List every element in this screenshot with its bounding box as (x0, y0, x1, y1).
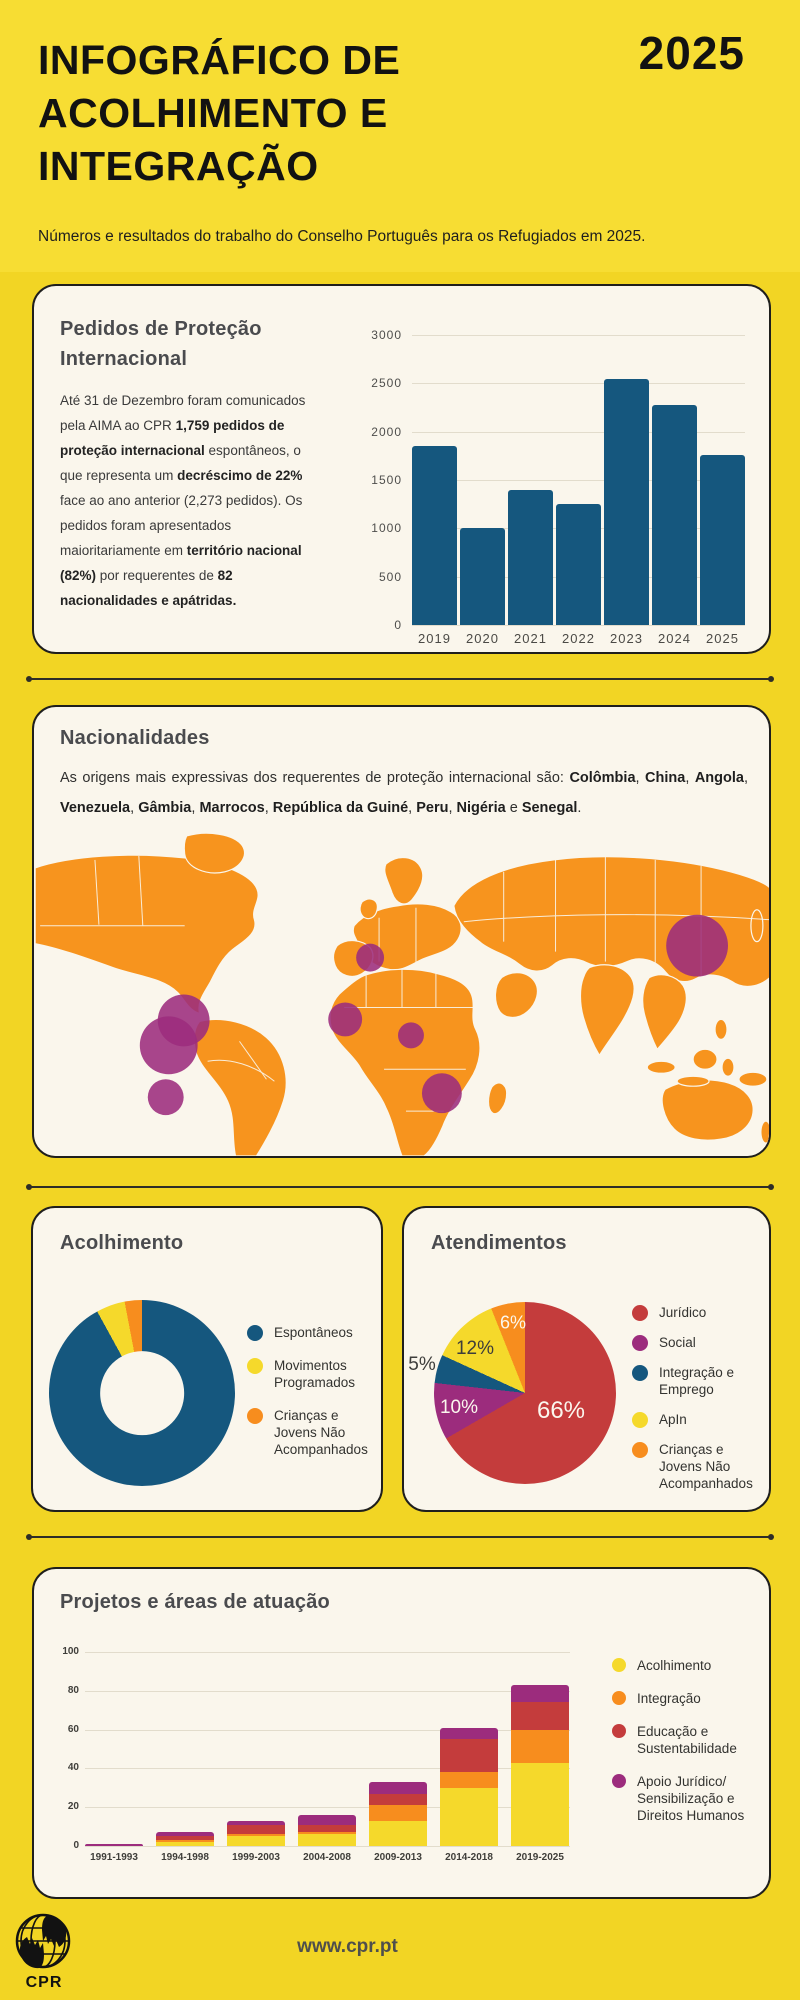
bar-segment (440, 1739, 498, 1772)
x-tick-label: 1991-1993 (90, 1852, 138, 1863)
bar-segment (369, 1821, 427, 1846)
x-tick-label: 2019-2025 (516, 1852, 564, 1863)
world-map-svg (34, 830, 769, 1156)
map-marker-rep-blica-da-guin-nig-ria (398, 1022, 424, 1048)
atendimentos-heading: Atendimentos (431, 1232, 567, 1254)
stacked-bar (369, 1782, 427, 1846)
legend-item (632, 1441, 766, 1492)
pedidos-body-text: Até 31 de Dezembro foram comunicados pela AIMA ao CPR 1,759 pedidos de proteção internacional espontâneos, o que representa um decréscimo de 22% face ao ano anterior (2,273 pedidos). Os pedidos foram apresentados maioritariamente em território nacional (82%) por requerentes de 82 nacionalidades e apátridas. (60, 393, 306, 608)
legend-label: Integração (637, 1691, 701, 1706)
legend-item (632, 1334, 766, 1351)
legend-label: Educação e Sustentabilidade (637, 1724, 737, 1756)
y-tick-label: 1500 (371, 473, 402, 487)
bar-segment (156, 1842, 214, 1846)
bar-segment (298, 1815, 356, 1825)
bar-segment (227, 1836, 285, 1846)
bar-segment (440, 1772, 498, 1788)
map-marker-marrocos (356, 944, 384, 972)
bar (556, 504, 601, 625)
legend-label: Espontâneos (274, 1325, 353, 1340)
stacked-bar (227, 1821, 285, 1846)
card-nacionalidades (32, 705, 771, 1158)
legend-item (612, 1723, 764, 1757)
stacked-chart-x-axis (85, 1852, 570, 1863)
section-divider (28, 1536, 772, 1538)
x-tick-label: 2009-2013 (374, 1852, 422, 1863)
legend-dot (612, 1691, 626, 1705)
website-link[interactable]: www.cpr.pt (297, 1936, 398, 1957)
map-marker-g-mbia-senegal (328, 1002, 362, 1036)
y-tick-label: 3000 (371, 328, 402, 342)
bar (508, 490, 553, 625)
atendimentos-pie-area (404, 1208, 664, 1514)
acolhimento-heading: Acolhimento (60, 1232, 184, 1254)
x-tick-label: 2014-2018 (445, 1852, 493, 1863)
projetos-legend (612, 1657, 764, 1824)
y-tick-label: 500 (378, 569, 402, 584)
legend-item (247, 1407, 375, 1458)
bar-segment (298, 1825, 356, 1833)
card-atendimentos (402, 1206, 771, 1512)
legend-label: Crianças e Jovens Não Acompanhados (659, 1442, 753, 1491)
legend-item (247, 1357, 375, 1391)
x-tick-label: 2025 (706, 631, 739, 646)
nacionalidades-body-text: As origens mais expressivas dos requerentes de proteção internacional são: Colômbia, China, Angola, Venezuela, Gâmbia, Marrocos, República da Guiné, Peru, Nigéria e Senegal. (60, 770, 748, 816)
map-marker-angola (422, 1073, 462, 1113)
y-tick-label: 1000 (371, 521, 402, 536)
pedidos-heading: Pedidos de Proteção Internacional (60, 318, 262, 370)
bar-segment (440, 1788, 498, 1846)
y-tick-label: 2000 (371, 424, 402, 439)
legend-item (632, 1304, 766, 1321)
legend-dot (632, 1412, 648, 1428)
x-tick-label: 2019 (418, 631, 451, 646)
nacionalidades-heading: Nacionalidades (60, 727, 210, 749)
y-tick-label: 0 (394, 618, 402, 632)
stacked-bar (156, 1832, 214, 1846)
x-tick-label: 1994-1998 (161, 1852, 209, 1863)
donut-hole (100, 1351, 184, 1435)
pie-pct-label: 12% (455, 1338, 495, 1359)
bar-chart-x-axis (412, 631, 745, 646)
x-tick-label: 2021 (514, 631, 547, 646)
legend-label: ApIn (659, 1412, 687, 1427)
legend-dot (632, 1442, 648, 1458)
world-map (34, 830, 769, 1156)
bar-segment (85, 1844, 143, 1846)
legend-dot (612, 1658, 626, 1672)
legend-item (612, 1773, 764, 1824)
pie-pct-label: 5% (408, 1354, 436, 1375)
page-title: INFOGRÁFICO DE ACOLHIMENTO E INTEGRAÇÃO (38, 37, 401, 189)
pedidos-bar-chart (334, 328, 749, 650)
legend-label: Acolhimento (637, 1658, 712, 1673)
legend-dot (247, 1325, 263, 1341)
legend-label: Movimentos Programados (274, 1358, 356, 1390)
bar (460, 528, 505, 625)
bar (412, 446, 457, 625)
stacked-bar (85, 1844, 143, 1846)
legend-label: Integração e Emprego (659, 1365, 735, 1397)
x-tick-label: 2024 (658, 631, 691, 646)
legend-label: Social (659, 1335, 696, 1350)
pie-pct-label: 6% (499, 1312, 527, 1333)
x-tick-label: 2020 (466, 631, 499, 646)
map-marker-china (666, 915, 728, 977)
legend-item (247, 1324, 375, 1341)
y-tick-label: 100 (62, 1646, 79, 1657)
bar (700, 455, 745, 625)
pie-pct-label: 10% (439, 1397, 479, 1418)
y-tick-label: 40 (67, 1762, 79, 1774)
legend-dot (632, 1365, 648, 1381)
bar-segment (440, 1728, 498, 1740)
legend-label: Jurídico (659, 1305, 707, 1320)
x-tick-label: 2023 (610, 631, 643, 646)
legend-dot (612, 1774, 626, 1788)
legend-dot (632, 1335, 648, 1351)
y-tick-label: 20 (67, 1801, 79, 1813)
card-projetos (32, 1567, 771, 1899)
map-marker-peru (148, 1079, 184, 1115)
section-divider (28, 678, 772, 680)
cpr-logo (14, 1912, 72, 1972)
stacked-chart-bars (85, 1652, 570, 1846)
y-tick-label: 2500 (371, 376, 402, 391)
card-pedidos-protecao (32, 284, 771, 654)
stacked-bar (511, 1685, 569, 1846)
bar (652, 405, 697, 625)
projetos-heading: Projetos e áreas de atuação (60, 1591, 330, 1613)
bar (604, 379, 649, 626)
legend-dot (612, 1724, 626, 1738)
legend-item (632, 1411, 766, 1428)
y-tick-label: 80 (67, 1684, 79, 1696)
legend-label: Apoio Jurídico/ Sensibilização e Direitos Humanos (637, 1774, 745, 1823)
acolhimento-legend (247, 1324, 375, 1458)
map-marker-col-mbia-venezuela (140, 1016, 198, 1074)
y-tick-label: 60 (67, 1723, 79, 1735)
bar-segment (511, 1685, 569, 1702)
legend-item (612, 1657, 764, 1674)
bar-segment (511, 1763, 569, 1846)
card-acolhimento (31, 1206, 383, 1512)
x-tick-label: 2022 (562, 631, 595, 646)
page-subtitle: Números e resultados do trabalho do Conselho Português para os Refugiados em 2025. (38, 228, 646, 245)
bar-segment (227, 1825, 285, 1835)
legend-item (632, 1364, 766, 1398)
legend-label: Crianças e Jovens Não Acompanhados (274, 1408, 368, 1457)
bar-segment (369, 1805, 427, 1821)
bar-segment (511, 1730, 569, 1763)
atendimentos-legend (632, 1304, 766, 1492)
y-tick-label: 0 (73, 1840, 79, 1851)
legend-dot (632, 1305, 648, 1321)
legend-dot (247, 1358, 263, 1374)
cpr-logo-text: CPR (25, 1974, 63, 1991)
bar-segment (369, 1794, 427, 1806)
bar-chart-plot (412, 335, 745, 625)
stacked-bar (298, 1815, 356, 1846)
bar-segment (298, 1834, 356, 1846)
acolhimento-donut-chart (49, 1300, 235, 1486)
x-tick-label: 1999-2003 (232, 1852, 280, 1863)
stacked-bar (440, 1728, 498, 1846)
bar-segment (511, 1702, 569, 1729)
stacked-chart-plot (85, 1652, 570, 1846)
legend-dot (247, 1408, 263, 1424)
section-divider (28, 1186, 772, 1188)
year-badge: 2025 (638, 27, 745, 79)
bar-segment (369, 1782, 427, 1794)
legend-item (612, 1690, 764, 1707)
pie-pct-label: 66% (536, 1397, 586, 1424)
x-tick-label: 2004-2008 (303, 1852, 351, 1863)
bar-chart-bars (412, 335, 745, 625)
